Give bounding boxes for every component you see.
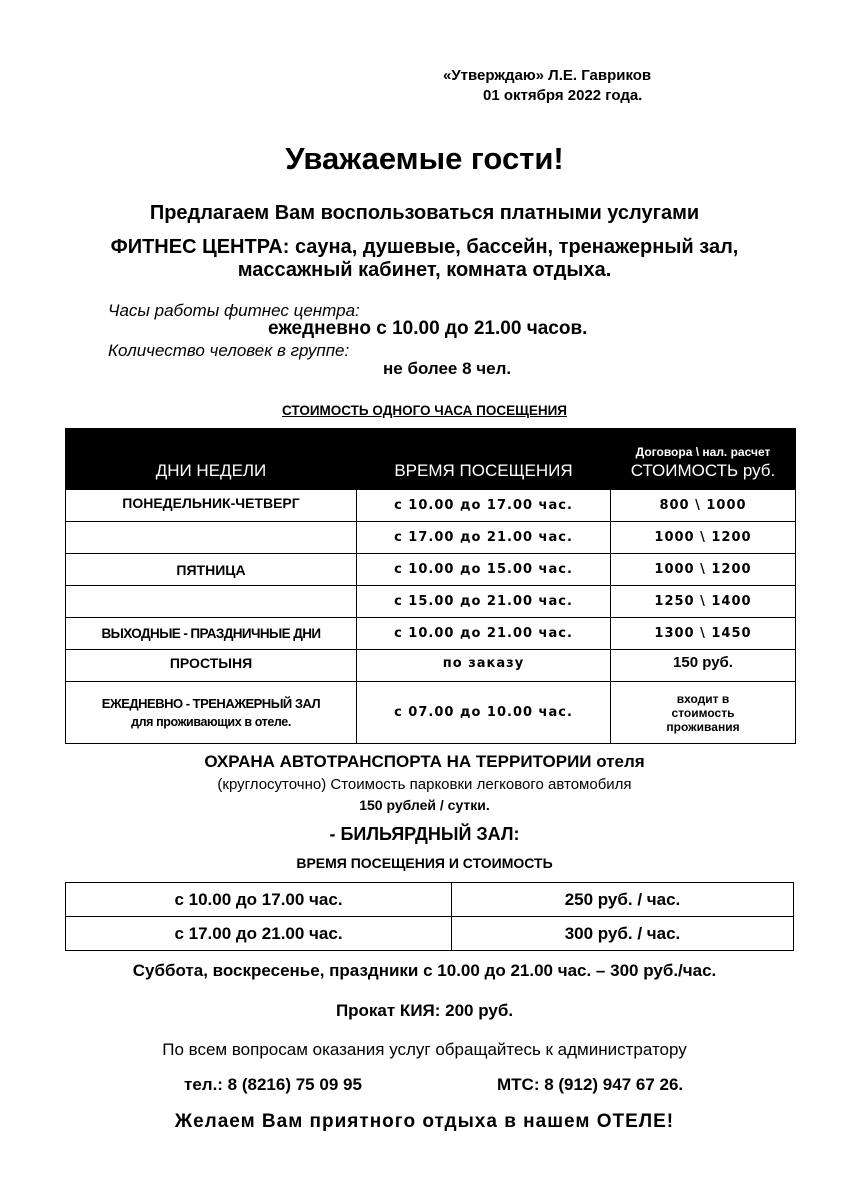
row-day: ПОНЕДЕЛЬНИК-ЧЕТВЕРГ [66,490,357,522]
row-time: по заказу [357,650,611,682]
row-time: с 10.00 до 17.00 час. [357,490,611,522]
billiard-price: 300 руб. / час. [452,917,794,951]
group-value: не более 8 чел. [383,359,512,378]
row-day [66,586,357,618]
questions-text: По всем вопросам оказания услуг обращайтесь к администратору [162,1040,687,1059]
weekend-price: Суббота, воскресенье, праздники с 10.00 до 21.00 час. – 300 руб./час. [132,961,717,980]
billiard-price: 250 руб. / час. [452,883,794,917]
hours-value: ежедневно с 10.00 до 21.00 часов. [268,318,588,339]
table-row [66,586,796,618]
billiard-time: с 17.00 до 21.00 час. [66,917,452,951]
phone-tel: тел.: 8 (8216) 75 09 95 [184,1075,362,1094]
row-price-line-3: проживания [666,719,740,734]
table-row [66,618,796,650]
billiard-subheading: ВРЕМЯ ПОСЕЩЕНИЯ И СТОИМОСТЬ [296,855,553,871]
table-row [66,490,796,522]
billiard-heading: - БИЛЬЯРДНЫЙ ЗАЛ: [329,824,520,844]
row-time: с 10.00 до 21.00 час. [357,618,611,650]
header-time: ВРЕМЯ ПОСЕЩЕНИЯ [357,429,611,490]
parking-price: 150 рублей / сутки. [359,797,490,813]
billiard-time: с 10.00 до 17.00 час. [66,883,452,917]
parking-text: (круглосуточно) Стоимость парковки легкового автомобиля [217,776,632,793]
row-day [66,522,357,554]
table-row [66,883,794,917]
row-time: с 17.00 до 21.00 час. [357,522,611,554]
row-time: с 10.00 до 15.00 час. [357,554,611,586]
row-time: с 07.00 до 10.00 час. [357,682,611,744]
table-row [66,522,796,554]
group-label: Количество человек в группе: [108,341,350,360]
row-price-line-1: входит в [676,691,730,706]
header-price-label: СТОИМОСТЬ руб. [630,461,776,480]
fitness-services [0,236,849,282]
row-day: ПРОСТЫНЯ [66,650,357,682]
row-day-line-2: для проживающих в отеле. [131,714,291,729]
price-table [65,428,796,744]
cue-rental: Прокат КИЯ: 200 руб. [335,1001,514,1020]
table-row [66,650,796,682]
table-header [66,429,796,490]
offer-text: Предлагаем Вам воспользоваться платными услугами [149,202,700,224]
row-time: с 15.00 до 21.00 час. [357,586,611,618]
row-price: 1000 \ 1200 [611,554,796,586]
row-price: 1300 \ 1450 [611,618,796,650]
billiard-table [65,882,794,951]
row-price: 150 руб. [611,650,796,682]
row-day: ВЫХОДНЫЕ - ПРАЗДНИЧНЫЕ ДНИ [66,618,357,650]
table-row [66,554,796,586]
cost-heading: СТОИМОСТЬ ОДНОГО ЧАСА ПОСЕЩЕНИЯ [282,403,567,418]
row-price: 1000 \ 1200 [611,522,796,554]
closing-wish: Желаем Вам приятного отдыха в нашем ОТЕЛЕ! [174,1111,675,1132]
fitness-line-1: ФИТНЕС ЦЕНТРА: сауна, душевые, бассейн, тренажерный зал, [110,236,739,258]
phone-mts: МТС: 8 (912) 947 67 26. [497,1075,684,1094]
hours-label: Часы работы фитнес центра: [108,301,360,320]
fitness-line-2: массажный кабинет, комната отдыха. [237,259,612,281]
page-title: Уважаемые гости! [285,141,564,176]
header-days: ДНИ НЕДЕЛИ [66,429,357,490]
table-row [66,682,796,744]
approval-line: «Утверждаю» Л.Е. Гавриков [443,67,652,84]
row-price: 800 \ 1000 [611,490,796,522]
table-row [66,917,794,951]
row-day-line-1: ЕЖЕДНЕВНО - ТРЕНАЖЕРНЫЙ ЗАЛ [101,695,321,711]
guard-heading: ОХРАНА АВТОТРАНСПОРТА НА ТЕРРИТОРИИ отеля [204,752,645,771]
row-price-line-2: стоимость [671,705,735,720]
row-day [66,682,357,744]
header-price [611,429,796,490]
row-day: ПЯТНИЦА [66,554,357,586]
row-price: 1250 \ 1400 [611,586,796,618]
row-price [611,682,796,744]
approval-date: 01 октября 2022 года. [483,87,643,104]
header-contract-note: Договора \ нал. расчет [635,445,771,459]
